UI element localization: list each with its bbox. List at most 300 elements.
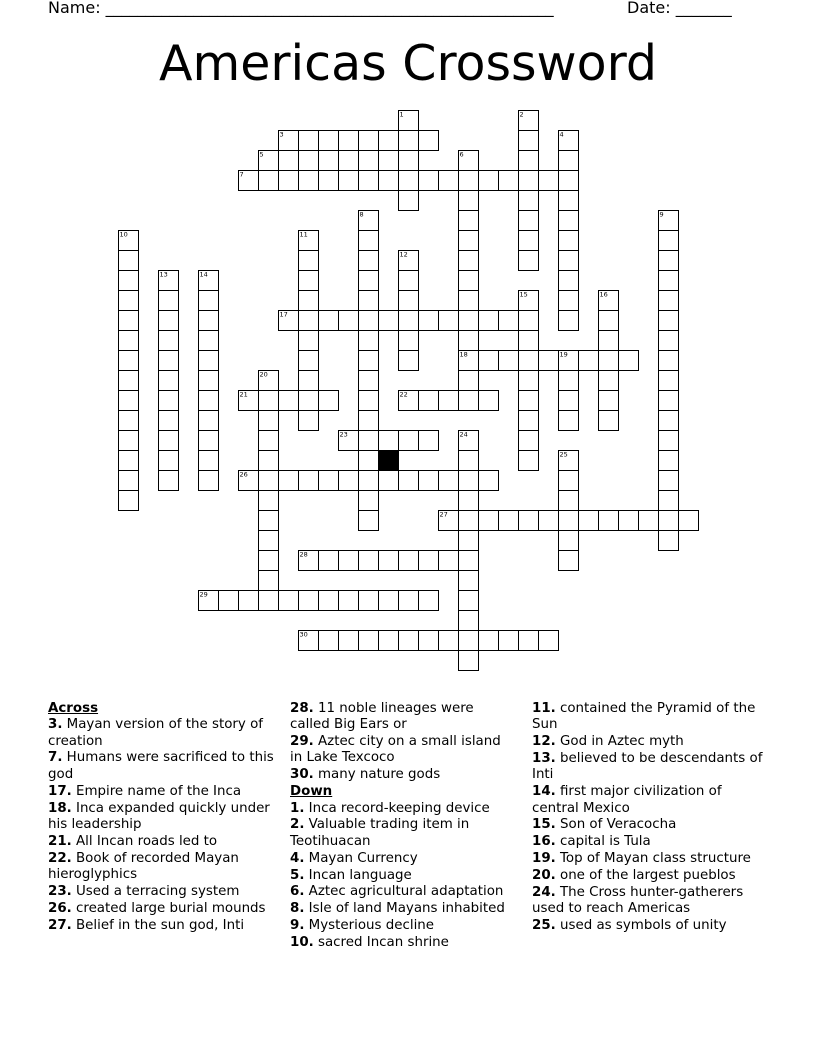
clue-across-17: 17. Empire name of the Inca <box>48 783 242 799</box>
grid-cell[interactable] <box>159 411 179 431</box>
grid-cell[interactable] <box>459 631 479 651</box>
clue-down-6: 6. Aztec agricultural adaptation <box>290 884 504 900</box>
grid-cell[interactable] <box>279 471 299 491</box>
grid-cell[interactable] <box>599 351 619 371</box>
grid-cell[interactable] <box>379 151 399 171</box>
grid-cell[interactable] <box>339 151 359 171</box>
grid-clue-number: 14 <box>199 270 208 279</box>
date-field-label: Date: _______ <box>627 0 732 17</box>
grid-clue-number: 24 <box>459 430 468 439</box>
grid-cell[interactable] <box>659 391 679 411</box>
grid-cell[interactable] <box>439 631 459 651</box>
grid-cell[interactable] <box>459 311 479 331</box>
grid-cell[interactable] <box>199 391 219 411</box>
grid-cell[interactable] <box>459 271 479 291</box>
grid-cell[interactable] <box>459 371 479 391</box>
grid-cell[interactable] <box>259 591 279 611</box>
grid-cell[interactable] <box>659 451 679 471</box>
grid-cell[interactable] <box>599 511 619 531</box>
grid-cell[interactable] <box>319 391 339 411</box>
grid-cell[interactable] <box>659 371 679 391</box>
clue-down-5: 5. Incan language <box>290 867 412 883</box>
grid-cell[interactable] <box>159 471 179 491</box>
grid-cell[interactable] <box>519 231 539 251</box>
grid-cell[interactable] <box>439 551 459 571</box>
grid-cell[interactable] <box>659 411 679 431</box>
grid-cell[interactable] <box>299 271 319 291</box>
grid-cell[interactable] <box>119 471 139 491</box>
grid-cell[interactable] <box>379 171 399 191</box>
grid-cell[interactable] <box>459 171 479 191</box>
grid-cell[interactable] <box>359 411 379 431</box>
grid-cell[interactable] <box>399 191 419 211</box>
grid-cell[interactable] <box>299 411 319 431</box>
clue-across-3: 3. Mayan version of the story of creation <box>48 717 264 749</box>
grid-cell[interactable] <box>259 411 279 431</box>
grid-cell[interactable] <box>439 311 459 331</box>
grid-cell[interactable] <box>419 631 439 651</box>
grid-cell[interactable] <box>259 511 279 531</box>
grid-cell[interactable] <box>379 311 399 331</box>
grid-cell[interactable] <box>519 311 539 331</box>
grid-cell[interactable] <box>119 331 139 351</box>
grid-cell[interactable] <box>299 311 319 331</box>
grid-cell[interactable] <box>359 451 379 471</box>
clue-down-10: 10. sacred Incan shrine <box>290 935 449 951</box>
grid-clue-number: 9 <box>659 210 664 219</box>
grid-cell[interactable] <box>519 391 539 411</box>
grid-cell[interactable] <box>539 351 559 371</box>
grid-cell[interactable] <box>459 211 479 231</box>
grid-cell[interactable] <box>499 311 519 331</box>
grid-cell[interactable] <box>339 171 359 191</box>
grid-cell[interactable] <box>199 351 219 371</box>
grid-cell[interactable] <box>659 331 679 351</box>
grid-cell[interactable] <box>659 511 679 531</box>
grid-cell[interactable] <box>519 351 539 371</box>
grid-cell[interactable] <box>339 131 359 151</box>
grid-cell[interactable] <box>479 391 499 411</box>
grid-clue-number: 2 <box>519 110 524 119</box>
clue-down-2: 2. Valuable trading item in Teotihuacan <box>290 817 470 849</box>
grid-cell[interactable] <box>539 631 559 651</box>
grid-cell[interactable] <box>419 311 439 331</box>
grid-cell[interactable] <box>459 451 479 471</box>
grid-cell[interactable] <box>299 471 319 491</box>
grid-cell[interactable] <box>619 511 639 531</box>
grid-cell[interactable] <box>599 411 619 431</box>
name-field-label: Name: ________________________________________________________ <box>48 0 554 17</box>
clue-down-11: 11. contained the Pyramid of the Sun <box>532 701 756 733</box>
grid-cell[interactable] <box>439 391 459 411</box>
grid-cell[interactable] <box>399 151 419 171</box>
grid-cell[interactable] <box>459 291 479 311</box>
grid-cell[interactable] <box>459 531 479 551</box>
grid-cell[interactable] <box>359 131 379 151</box>
grid-cell[interactable] <box>199 451 219 471</box>
grid-cell[interactable] <box>119 431 139 451</box>
grid-clue-number: 29 <box>199 590 208 599</box>
clue-down-15: 15. Son of Veracocha <box>532 817 677 833</box>
grid-cell[interactable] <box>379 551 399 571</box>
clue-down-24: 24. The Cross hunter-gatherers used to reach Americas <box>532 885 744 917</box>
grid-cell[interactable] <box>639 511 659 531</box>
grid-cell[interactable] <box>359 431 379 451</box>
grid-cell[interactable] <box>659 431 679 451</box>
grid-cell[interactable] <box>419 551 439 571</box>
grid-cell[interactable] <box>359 171 379 191</box>
grid-cell[interactable] <box>459 331 479 351</box>
grid-cell[interactable] <box>339 471 359 491</box>
grid-cell[interactable] <box>299 591 319 611</box>
grid-cell[interactable] <box>219 591 239 611</box>
grid-cell[interactable] <box>519 131 539 151</box>
grid-cell[interactable] <box>159 311 179 331</box>
grid-cell[interactable] <box>519 411 539 431</box>
grid-cell[interactable] <box>479 171 499 191</box>
grid-cell[interactable] <box>579 351 599 371</box>
grid-cell[interactable] <box>359 271 379 291</box>
grid-cell[interactable] <box>559 151 579 171</box>
grid-cell[interactable] <box>499 171 519 191</box>
grid-cell[interactable] <box>399 551 419 571</box>
grid-cell[interactable] <box>199 471 219 491</box>
grid-cell[interactable] <box>159 331 179 351</box>
grid-cell[interactable] <box>559 551 579 571</box>
grid-cell[interactable] <box>439 171 459 191</box>
grid-cell[interactable] <box>439 471 459 491</box>
grid-cell[interactable] <box>259 551 279 571</box>
grid-cell[interactable] <box>679 511 699 531</box>
grid-cell[interactable] <box>119 451 139 471</box>
grid-cell[interactable] <box>659 231 679 251</box>
grid-cell[interactable] <box>199 291 219 311</box>
grid-cell[interactable] <box>399 471 419 491</box>
grid-cell[interactable] <box>159 371 179 391</box>
clue-across-23: 23. Used a terracing system <box>48 883 240 899</box>
grid-cell[interactable] <box>659 271 679 291</box>
grid-cell[interactable] <box>459 251 479 271</box>
grid-cell[interactable] <box>459 651 479 671</box>
grid-cell[interactable] <box>459 571 479 591</box>
grid-cell[interactable] <box>199 431 219 451</box>
grid-cell[interactable] <box>199 311 219 331</box>
grid-cell[interactable] <box>319 151 339 171</box>
grid-cell[interactable] <box>659 471 679 491</box>
grid-cell[interactable] <box>379 631 399 651</box>
grid-cell[interactable] <box>119 391 139 411</box>
clue-across-28: 28. 11 noble lineages were called Big Ears or <box>290 701 474 733</box>
grid-cell[interactable] <box>659 491 679 511</box>
grid-cell[interactable] <box>519 251 539 271</box>
grid-cell[interactable] <box>539 171 559 191</box>
grid-cell[interactable] <box>599 311 619 331</box>
grid-cell[interactable] <box>319 131 339 151</box>
grid-cell[interactable] <box>119 411 139 431</box>
clue-down-8: 8. Isle of land Mayans inhabited <box>290 901 505 917</box>
grid-cell[interactable] <box>399 351 419 371</box>
grid-clue-number: 27 <box>439 510 448 519</box>
grid-cell[interactable] <box>559 411 579 431</box>
grid-cell[interactable] <box>159 431 179 451</box>
grid-cell[interactable] <box>299 291 319 311</box>
clue-down-14: 14. first major civilization of central Mexico <box>532 784 722 816</box>
clue-down-13: 13. believed to be descendants of Inti <box>532 751 763 783</box>
grid-cell[interactable] <box>459 511 479 531</box>
grid-cell[interactable] <box>359 331 379 351</box>
grid-cell[interactable] <box>559 491 579 511</box>
grid-cell[interactable] <box>559 291 579 311</box>
grid-cell[interactable] <box>259 391 279 411</box>
grid-cell[interactable] <box>359 251 379 271</box>
grid-cell[interactable] <box>119 311 139 331</box>
grid-cell[interactable] <box>319 171 339 191</box>
grid-cell[interactable] <box>299 351 319 371</box>
grid-cell[interactable] <box>399 331 419 351</box>
grid-cell[interactable] <box>399 591 419 611</box>
grid-cell[interactable] <box>599 371 619 391</box>
grid-cell[interactable] <box>519 631 539 651</box>
grid-cell[interactable] <box>559 171 579 191</box>
grid-cell[interactable] <box>379 431 399 451</box>
grid-cell[interactable] <box>559 191 579 211</box>
grid-clue-number: 23 <box>339 430 348 439</box>
grid-cell[interactable] <box>299 151 319 171</box>
grid-cell[interactable] <box>299 251 319 271</box>
grid-cell[interactable] <box>379 471 399 491</box>
grid-cell[interactable] <box>659 251 679 271</box>
grid-clue-number: 4 <box>559 130 564 139</box>
grid-cell[interactable] <box>199 411 219 431</box>
grid-cell[interactable] <box>259 491 279 511</box>
grid-cell[interactable] <box>119 271 139 291</box>
grid-cell[interactable] <box>459 391 479 411</box>
grid-cell[interactable] <box>259 531 279 551</box>
grid-cell[interactable] <box>479 311 499 331</box>
grid-cell[interactable] <box>279 391 299 411</box>
grid-cell[interactable] <box>399 631 419 651</box>
grid-cell[interactable] <box>519 451 539 471</box>
grid-cell[interactable] <box>319 631 339 651</box>
grid-clue-number: 16 <box>599 290 608 299</box>
grid-cell[interactable] <box>539 511 559 531</box>
grid-cell[interactable] <box>459 231 479 251</box>
grid-cell[interactable] <box>459 591 479 611</box>
grid-cell[interactable] <box>459 191 479 211</box>
grid-cell[interactable] <box>159 291 179 311</box>
grid-cell[interactable] <box>359 631 379 651</box>
grid-cell[interactable] <box>499 351 519 371</box>
grid-cell[interactable] <box>299 131 319 151</box>
grid-cell[interactable] <box>559 471 579 491</box>
grid-cell[interactable] <box>359 351 379 371</box>
clue-down-19: 19. Top of Mayan class structure <box>532 851 751 867</box>
grid-cell[interactable] <box>339 311 359 331</box>
grid-clue-number: 5 <box>259 150 264 159</box>
grid-cell[interactable] <box>559 311 579 331</box>
grid-cell[interactable] <box>359 511 379 531</box>
grid-cell[interactable] <box>279 591 299 611</box>
grid-cell[interactable] <box>519 211 539 231</box>
grid-cell[interactable] <box>319 311 339 331</box>
grid-cell[interactable] <box>279 151 299 171</box>
grid-cell[interactable] <box>579 511 599 531</box>
grid-cell[interactable] <box>559 511 579 531</box>
down-heading: Down <box>290 784 333 800</box>
grid-cell[interactable] <box>259 471 279 491</box>
grid-cell[interactable] <box>559 371 579 391</box>
grid-cell[interactable] <box>359 491 379 511</box>
clue-across-7: 7. Humans were sacrificed to this god <box>48 750 274 782</box>
grid-clue-number: 18 <box>459 350 468 359</box>
clue-across-29: 29. Aztec city on a small island in Lake Texcoco <box>290 734 501 766</box>
grid-clue-number: 10 <box>119 230 128 239</box>
clue-down-16: 16. capital is Tula <box>532 834 651 850</box>
grid-cell[interactable] <box>359 371 379 391</box>
grid-clue-number: 21 <box>239 390 248 399</box>
grid-cell[interactable] <box>659 351 679 371</box>
grid-cell[interactable] <box>319 471 339 491</box>
grid-cell[interactable] <box>359 231 379 251</box>
grid-cell[interactable] <box>479 351 499 371</box>
grid-cell[interactable] <box>659 531 679 551</box>
grid-cell[interactable] <box>559 211 579 231</box>
grid-cell[interactable] <box>299 171 319 191</box>
clues-column-3 <box>532 701 772 935</box>
grid-cell[interactable] <box>159 351 179 371</box>
grid-cell[interactable] <box>559 531 579 551</box>
grid-cell[interactable] <box>479 631 499 651</box>
grid-cell[interactable] <box>399 431 419 451</box>
grid-clue-number: 22 <box>399 390 408 399</box>
grid-cell[interactable] <box>259 171 279 191</box>
grid-cell[interactable] <box>599 331 619 351</box>
grid-cell[interactable] <box>459 491 479 511</box>
grid-cell[interactable] <box>459 611 479 631</box>
grid-cell[interactable] <box>599 391 619 411</box>
clue-across-30: 30. many nature gods <box>290 767 441 783</box>
grid-cell[interactable] <box>199 371 219 391</box>
grid-clue-number: 1 <box>399 110 404 119</box>
grid-cell[interactable] <box>519 171 539 191</box>
grid-cell[interactable] <box>419 431 439 451</box>
grid-cell[interactable] <box>559 391 579 411</box>
page-title: Americas Crossword <box>159 35 657 92</box>
grid-cell[interactable] <box>379 591 399 611</box>
grid-cell[interactable] <box>199 331 219 351</box>
grid-cell[interactable] <box>319 551 339 571</box>
grid-clue-number: 3 <box>279 130 284 139</box>
clue-down-12: 12. God in Aztec myth <box>532 734 684 750</box>
grid-cell[interactable] <box>359 471 379 491</box>
grid-cell[interactable] <box>399 171 419 191</box>
grid-cell[interactable] <box>459 471 479 491</box>
grid-cell[interactable] <box>339 551 359 571</box>
grid-cell[interactable] <box>559 231 579 251</box>
clues-column-2 <box>290 701 515 952</box>
grid-cell[interactable] <box>119 371 139 391</box>
grid-cell[interactable] <box>299 331 319 351</box>
clue-down-1: 1. Inca record-keeping device <box>290 800 490 816</box>
grid-cell[interactable] <box>499 631 519 651</box>
grid-cell[interactable] <box>459 551 479 571</box>
grid-cell[interactable] <box>359 291 379 311</box>
grid-cell[interactable] <box>359 151 379 171</box>
grid-cell[interactable] <box>399 291 419 311</box>
grid-cell[interactable] <box>499 511 519 531</box>
grid-cell[interactable] <box>519 151 539 171</box>
grid-cell[interactable] <box>659 311 679 331</box>
grid-cell[interactable] <box>159 451 179 471</box>
grid-clue-number: 13 <box>159 270 168 279</box>
grid-cell[interactable] <box>419 131 439 151</box>
grid-cell[interactable] <box>399 271 419 291</box>
grid-cell[interactable] <box>419 171 439 191</box>
clue-across-26: 26. created large burial mounds <box>48 900 266 916</box>
grid-cell[interactable] <box>399 311 419 331</box>
grid-cell[interactable] <box>419 591 439 611</box>
grid-cell[interactable] <box>359 591 379 611</box>
grid-cell[interactable] <box>479 511 499 531</box>
grid-cell[interactable] <box>519 511 539 531</box>
grid-cell[interactable] <box>279 171 299 191</box>
grid-cell[interactable] <box>479 471 499 491</box>
grid-clue-number: 20 <box>259 370 268 379</box>
grid-cell[interactable] <box>119 491 139 511</box>
grid-cell[interactable] <box>359 551 379 571</box>
grid-cell[interactable] <box>339 591 359 611</box>
grid-cell[interactable] <box>559 271 579 291</box>
grid-cell[interactable] <box>359 391 379 411</box>
grid-cell[interactable] <box>519 331 539 351</box>
clue-across-18: 18. Inca expanded quickly under his leadership <box>48 800 270 832</box>
grid-cell[interactable] <box>259 431 279 451</box>
grid-cell[interactable] <box>239 591 259 611</box>
grid-cell[interactable] <box>119 251 139 271</box>
grid-cell[interactable] <box>379 131 399 151</box>
clue-down-20: 20. one of the largest pueblos <box>532 868 736 884</box>
grid-clue-number: 8 <box>359 210 364 219</box>
grid-cell[interactable] <box>559 251 579 271</box>
grid-clue-number: 12 <box>399 250 408 259</box>
grid-cell[interactable] <box>419 391 439 411</box>
clue-down-25: 25. used as symbols of unity <box>532 918 727 934</box>
grid-cell[interactable] <box>619 351 639 371</box>
grid-cell[interactable] <box>399 131 419 151</box>
grid-clue-number: 11 <box>299 230 308 239</box>
clue-down-4: 4. Mayan Currency <box>290 850 418 866</box>
grid-cell[interactable] <box>359 311 379 331</box>
grid-cell[interactable] <box>119 291 139 311</box>
grid-clue-number: 28 <box>299 550 308 559</box>
grid-cell[interactable] <box>519 191 539 211</box>
grid-cell[interactable] <box>259 571 279 591</box>
grid-clue-number: 17 <box>279 310 288 319</box>
grid-cell[interactable] <box>259 451 279 471</box>
grid-cell[interactable] <box>299 391 319 411</box>
grid-cell[interactable] <box>299 371 319 391</box>
grid-black-cell <box>379 451 399 471</box>
grid-cell[interactable] <box>159 391 179 411</box>
grid-cell[interactable] <box>519 431 539 451</box>
grid-cell[interactable] <box>339 631 359 651</box>
grid-cell[interactable] <box>119 351 139 371</box>
grid-cell[interactable] <box>419 471 439 491</box>
grid-cell[interactable] <box>659 291 679 311</box>
grid-clue-number: 19 <box>559 350 568 359</box>
grid-cell[interactable] <box>519 371 539 391</box>
grid-cell[interactable] <box>319 591 339 611</box>
